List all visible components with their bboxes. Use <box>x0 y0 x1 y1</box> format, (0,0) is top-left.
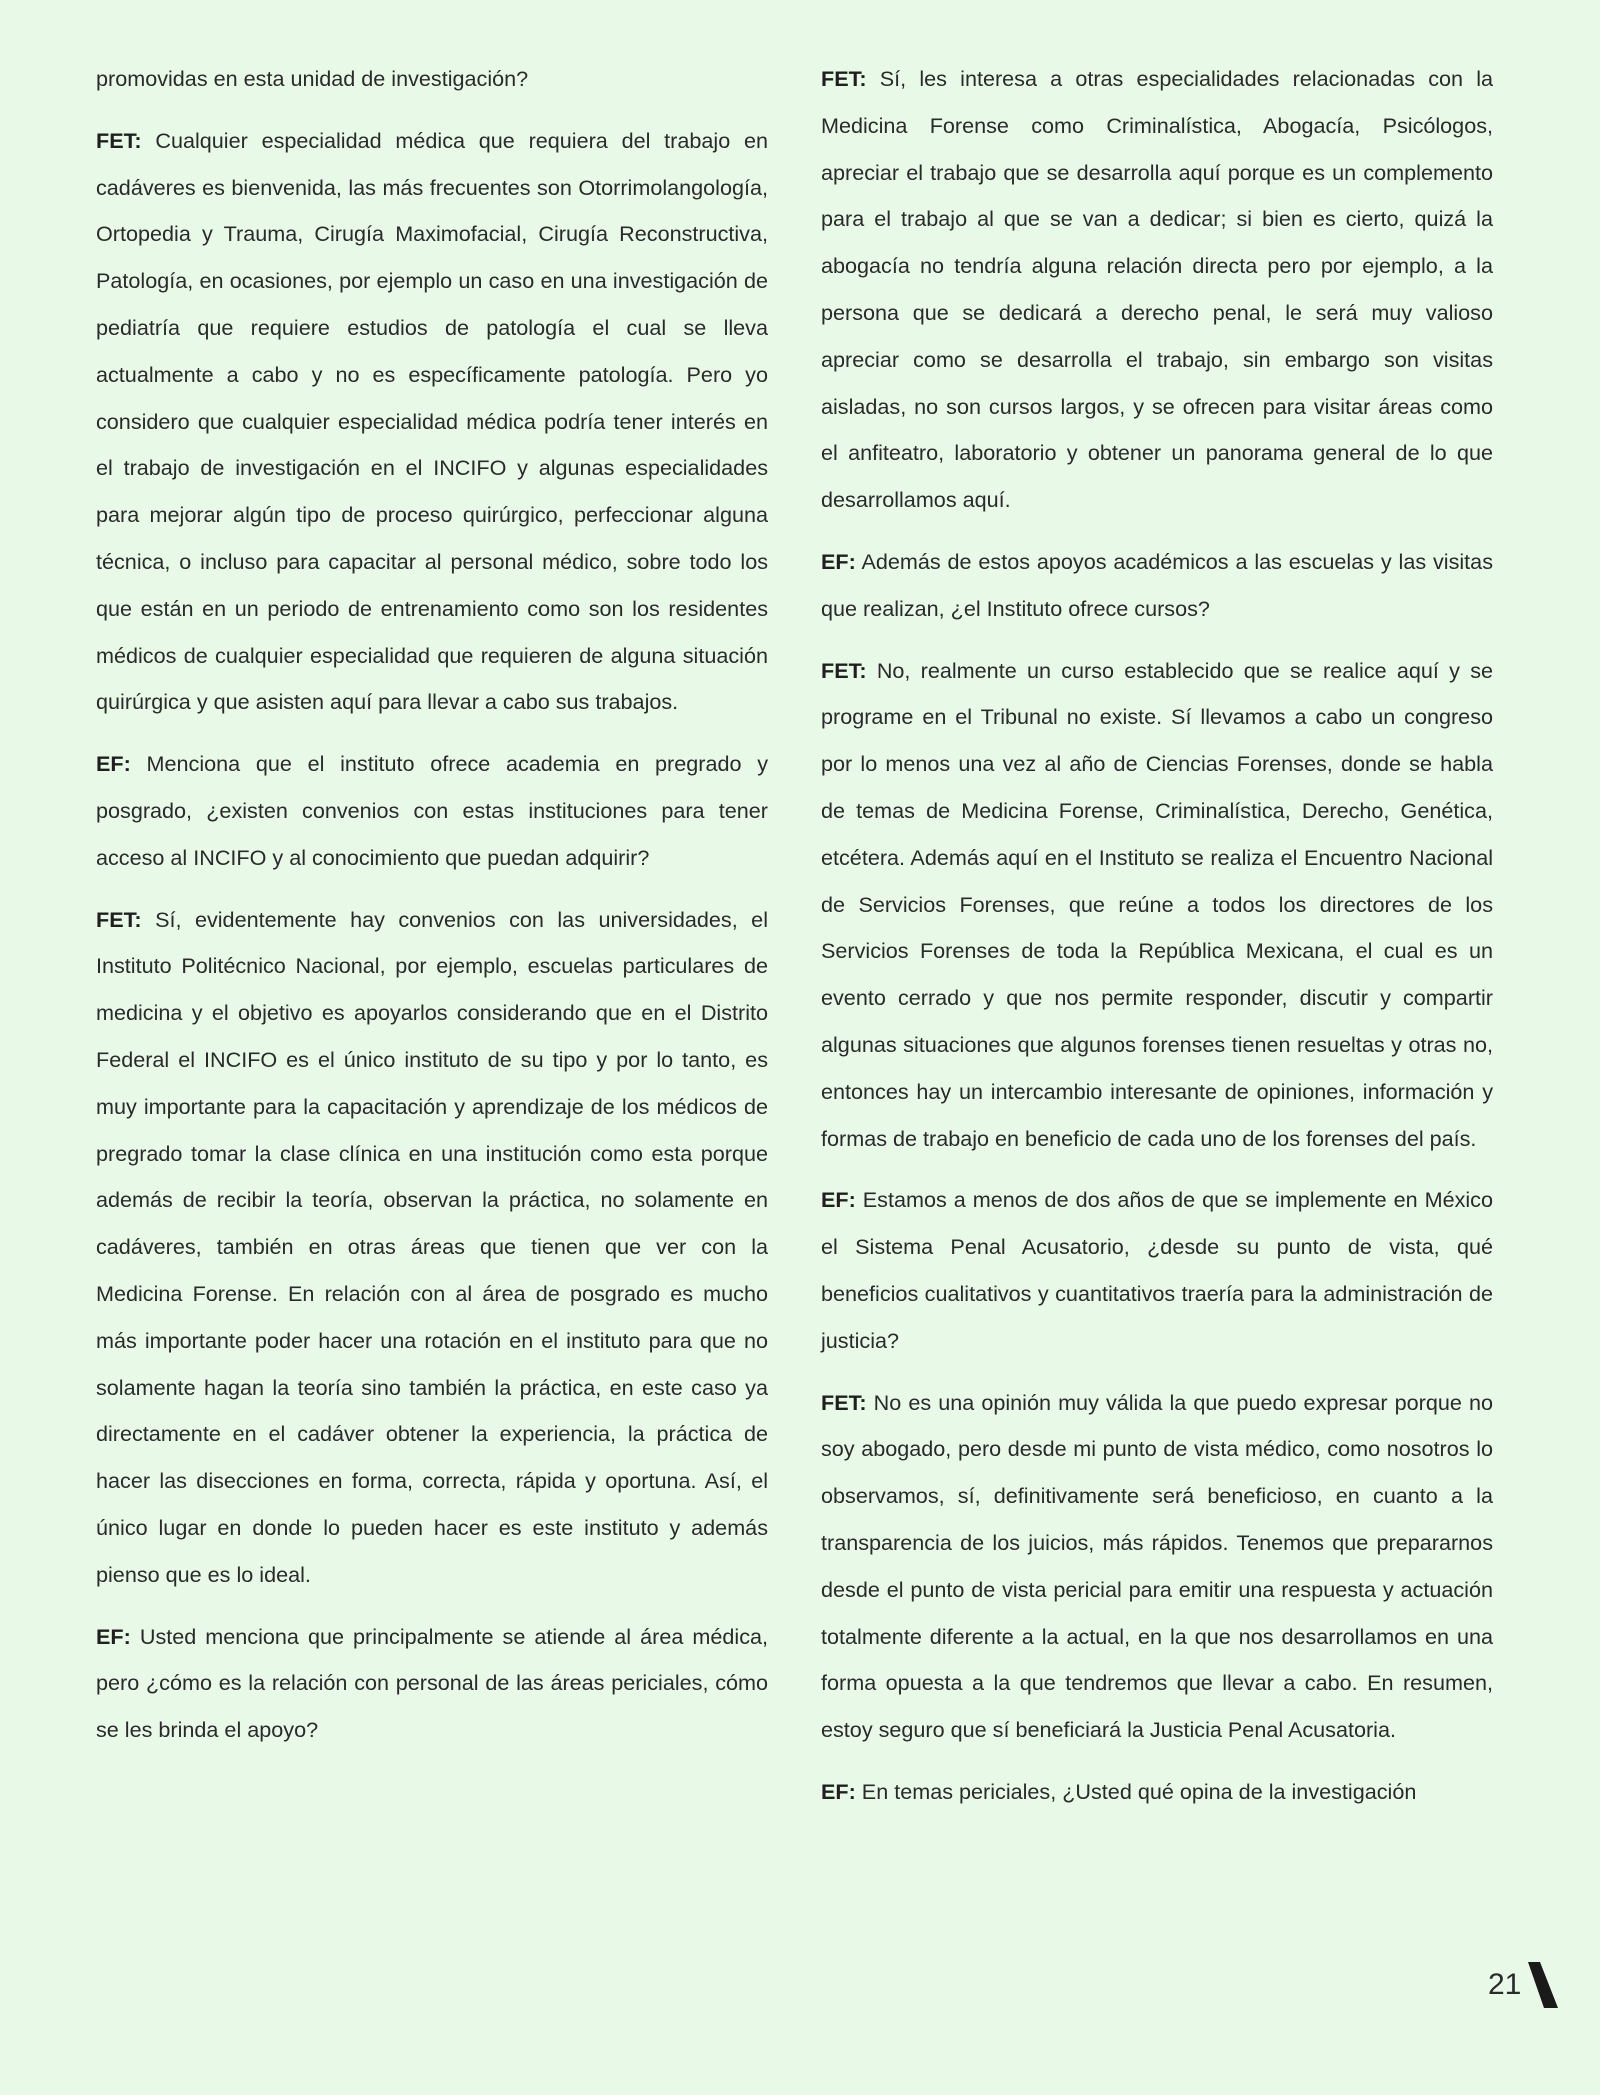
paragraph <box>96 56 768 103</box>
paragraph <box>96 118 768 726</box>
paragraph-text: Además de estos apoyos académicos a las escuelas y las visitas que realizan, ¿el Instituto ofrece cursos? <box>821 548 1493 621</box>
speaker-label: EF: <box>96 751 131 777</box>
paragraph <box>821 1177 1493 1364</box>
paragraph-text: Estamos a menos de dos años de que se implemente en México el Sistema Penal Acusatorio, ¿desde su punto de vista, qué beneficios cualitativos y cuantitativos traería para la administración de justicia? <box>821 1187 1493 1353</box>
paragraph-text: Menciona que el instituto ofrece academia en pregrado y posgrado, ¿existen convenios con estas instituciones para tener acceso al INCIFO y al conocimiento que puedan adquirir? <box>96 751 768 870</box>
speaker-label: EF: <box>821 1187 856 1213</box>
paragraph-text: promovidas en esta unidad de investigación? <box>96 66 529 91</box>
paragraph <box>96 741 768 881</box>
left-column <box>96 56 768 1769</box>
speaker-label: FET: <box>821 1389 867 1415</box>
paragraph <box>821 648 1493 1163</box>
paragraph <box>821 56 1493 524</box>
paragraph-text: No es una opinión muy válida la que puedo expresar porque no soy abogado, pero desde mi punto de vista médico, como nosotros lo observamos, sí, definitivamente será beneficioso, en cuanto a la transparencia de los juicios, más rápidos. Tenemos que prepararnos desde el punto de vista pericial para emitir una respuesta y actuación totalmente diferente a la actual, en la que nos desarrollamos en una forma opuesta a la que tendremos que llevar a cabo. En resumen, estoy seguro que sí beneficiará la Justicia Penal Acusatoria. <box>821 1389 1493 1743</box>
paragraph <box>821 539 1493 633</box>
page-number: 21 <box>1488 1968 1522 2001</box>
paragraph-text: No, realmente un curso establecido que se realice aquí y se programe en el Tribunal no existe. Sí llevamos a cabo un congreso por lo menos una vez al año de Ciencias Forenses, donde se habla de temas de Medicina Forense, Criminalística, Derecho, Genética, etcétera. Además aquí en el Instituto se realiza el Encuentro Nacional de Servicios Forenses, que reúne a todos los directores de los Servicios Forenses de toda la República Mexicana, el cual es un evento cerrado y que nos permite responder, discutir y compartir algunas situaciones que algunos forenses tienen resueltas y otras no, entonces hay un intercambio interesante de opiniones, información y formas de trabajo en beneficio de cada uno de los forenses del país. <box>821 657 1493 1151</box>
paragraph <box>821 1769 1493 1816</box>
page-corner-mark-icon <box>1528 1962 1558 2008</box>
speaker-label: FET: <box>96 906 142 932</box>
right-column <box>821 56 1493 1831</box>
paragraph <box>96 1614 768 1754</box>
speaker-label: EF: <box>821 548 856 574</box>
paragraph-text: Sí, evidentemente hay convenios con las universidades, el Instituto Politécnico Nacional, por ejemplo, escuelas particulares de medicina y el objetivo es apoyarlos considerando que en el Distrito Federal el INCIFO es el único instituto de su tipo y por lo tanto, es muy importante para la capacitación y aprendizaje de los médicos de pregrado tomar la clase clínica en una institución como esta porque además de recibir la teoría, observan la práctica, no solamente en cadáveres, también en otras áreas que tienen que ver con la Medicina Forense. En relación con al área de posgrado es mucho más importante poder hacer una rotación en el instituto para que no solamente hagan la teoría sino también la práctica, en este caso ya directamente en el cadáver obtener la experiencia, la práctica de hacer las disecciones en forma, correcta, rápida y oportuna. Así, el único lugar en donde lo pueden hacer es este instituto y además pienso que es lo ideal. <box>96 906 768 1587</box>
paragraph-text: Usted menciona que principalmente se atiende al área médica, pero ¿cómo es la relación con personal de las áreas periciales, cómo se les brinda el apoyo? <box>96 1623 768 1743</box>
paragraph-text: Sí, les interesa a otras especialidades relacionadas con la Medicina Forense como Criminalística, Abogacía, Psicólogos, apreciar el trabajo que se desarrolla aquí porque es un complemento para el trabajo al que se van a dedicar; si bien es cierto, quizá la abogacía no tendría alguna relación directa pero por ejemplo, a la persona que se dedicará a derecho penal, le será muy valioso apreciar como se desarrolla el trabajo, sin embargo son visitas aisladas, no son cursos largos, y se ofrecen para visitar áreas como el anfiteatro, laboratorio y obtener un panorama general de lo que desarrollamos aquí. <box>821 66 1493 513</box>
speaker-label: FET: <box>821 66 867 91</box>
paragraph <box>96 897 768 1599</box>
speaker-label: EF: <box>821 1778 856 1804</box>
paragraph-text: Cualquier especialidad médica que requiera del trabajo en cadáveres es bienvenida, las más frecuentes son Otorrimolangología, Ortopedia y Trauma, Cirugía Maximofacial, Cirugía Reconstructiva, Patología, en ocasiones, por ejemplo un caso en una investigación de pediatría que requiere estudios de patología el cual se lleva actualmente a cabo y no es específicamente patología. Pero yo considero que cualquier especialidad médica podría tener interés en el trabajo de investigación en el INCIFO y algunas especialidades para mejorar algún tipo de proceso quirúrgico, perfeccionar alguna técnica, o incluso para capacitar al personal médico, sobre todo los que están en un periodo de entrenamiento como son los residentes médicos de cualquier especialidad que requieren de alguna situación quirúrgica y que asisten aquí para llevar a cabo sus trabajos. <box>96 127 768 715</box>
speaker-label: FET: <box>96 127 142 153</box>
paragraph <box>821 1380 1493 1754</box>
speaker-label: EF: <box>96 1623 131 1649</box>
speaker-label: FET: <box>821 657 867 683</box>
paragraph-text: En temas periciales, ¿Usted qué opina de la investigación <box>855 1778 1417 1804</box>
